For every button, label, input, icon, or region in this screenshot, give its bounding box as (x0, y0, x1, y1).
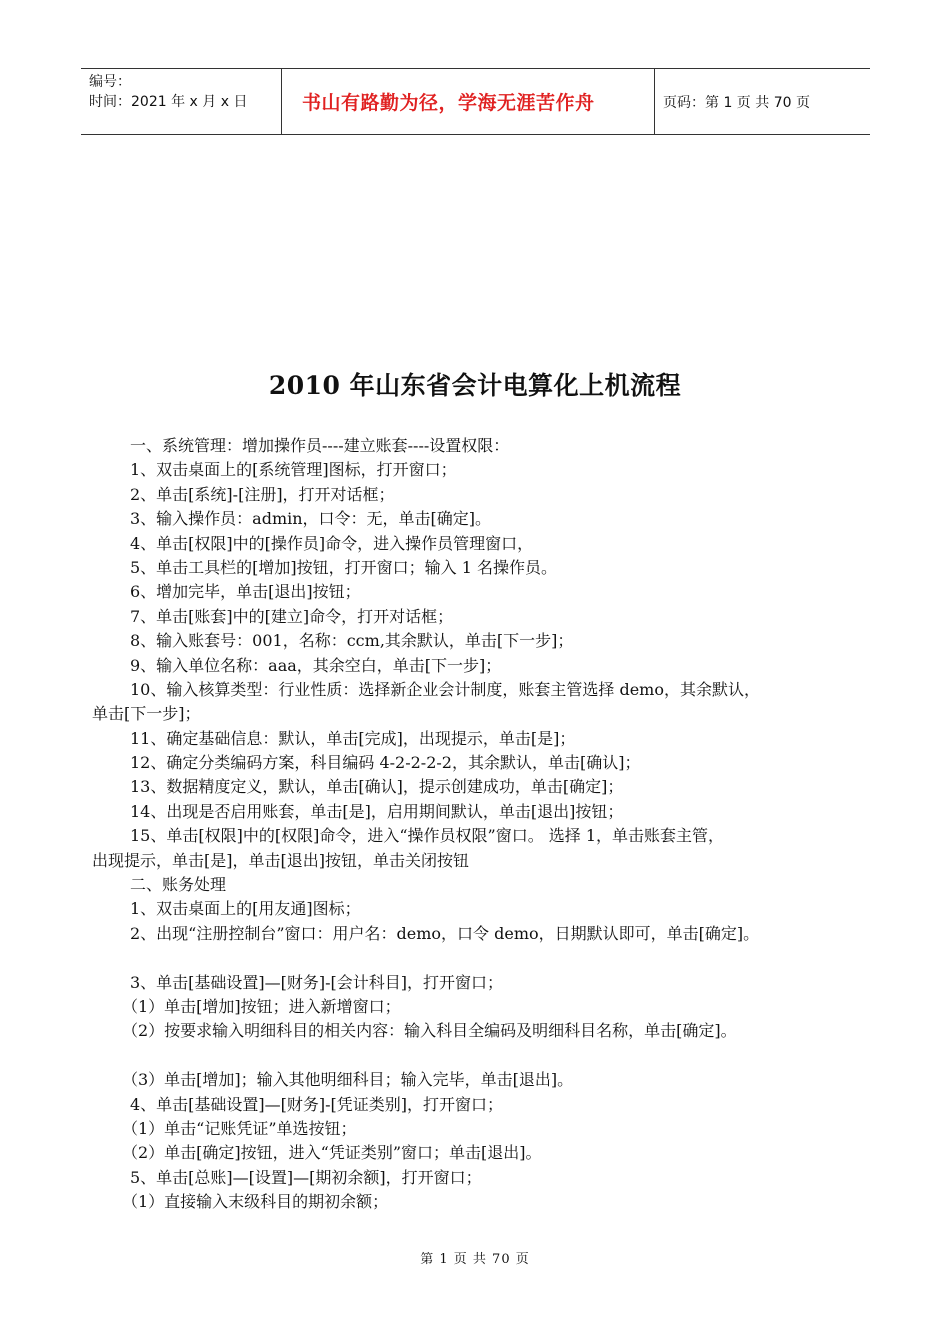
text-line: 一、系统管理：增加操作员----建立账套----设置权限： (130, 436, 510, 455)
text-line: 单击[下一步]； (92, 704, 201, 724)
text-line: 3、单击[基础设置]—[财务]-[会计科目]，打开窗口； (130, 972, 504, 992)
text-line: （2）单击[确定]按钮，进入“凭证类别”窗口；单击[退出]。 (122, 1143, 542, 1163)
text-line: 10、输入核算类型：行业性质：选择新企业会计制度，账套主管选择 demo，其余默认， (130, 679, 760, 699)
text-line: 1、双击桌面上的[用友通]图标； (130, 899, 361, 919)
text-line: （3）单击[增加]；输入其他明细科目；输入完毕，单击[退出]。 (122, 1070, 574, 1090)
document-title: 2010 年山东省会计电算化上机流程 (268, 371, 682, 400)
text-line: （1）单击“记账凭证”单选按钮； (122, 1118, 357, 1138)
text-line: 4、单击[权限]中的[操作员]命令，进入操作员管理窗口， (130, 533, 534, 553)
text-line: 12、确定分类编码方案，科目编码 4-2-2-2-2，其余默认，单击[确认]； (130, 753, 641, 773)
text-line: 出现提示，单击[是]，单击[退出]按钮，单击关闭按钮 (92, 850, 469, 870)
text-line: 5、单击工具栏的[增加]按钮，打开窗口；输入 1 名操作员。 (130, 557, 558, 577)
document-header (81, 68, 870, 135)
text-line: 13、数据精度定义，默认，单击[确认]，提示创建成功，单击[确定]； (130, 777, 624, 797)
text-line: 6、增加完毕，单击[退出]按钮； (130, 582, 361, 602)
text-line: 11、确定基础信息：默认，单击[完成]，出现提示，单击[是]； (130, 728, 576, 748)
text-line: （1）直接输入末级科目的期初余额； (122, 1192, 389, 1212)
text-line: 3、输入操作员：admin，口令：无，单击[确定]。 (130, 509, 492, 529)
number-label: 编号： (89, 74, 131, 90)
text-line: （1）单击[增加]按钮；进入新增窗口； (122, 996, 401, 1016)
text-line: 2、单击[系统]-[注册]，打开对话框； (130, 484, 395, 504)
header-page-cell (655, 69, 870, 134)
text-line: 7、单击[账套]中的[建立]命令，打开对话框； (130, 606, 454, 626)
motto-text: 书山有路勤为径，学海无涯苦作舟 (302, 92, 595, 114)
header-motto-cell (282, 69, 655, 134)
text-line: 1、双击桌面上的[系统管理]图标，打开窗口； (130, 460, 457, 480)
time-label: 时间：2021 年 x 月 x 日 (89, 94, 248, 110)
text-line: 5、单击[总账]—[设置]—[期初余额]，打开窗口； (130, 1167, 482, 1187)
text-line: 9、输入单位名称：aaa，其余空白，单击[下一步]； (130, 655, 502, 675)
blank-line (92, 1044, 874, 1068)
text-line: 二、账务处理 (130, 875, 227, 895)
header-meta-cell (81, 69, 282, 134)
text-line: 8、输入账套号：001，名称：ccm,其余默认，单击[下一步]； (130, 631, 574, 651)
document-body (92, 434, 874, 1215)
text-line: 2、出现“注册控制台”窗口：用户名：demo，口令 demo，日期默认即可，单击[确定]。 (130, 923, 760, 943)
text-line: 4、单击[基础设置]—[财务]-[凭证类别]，打开窗口； (130, 1094, 504, 1114)
text-line: 15、单击[权限]中的[权限]命令，进入“操作员权限”窗口。 选择 1，单击账套主管， (130, 826, 725, 846)
page-info: 页码：第 1 页 共 70 页 (663, 94, 810, 111)
blank-line (92, 946, 874, 970)
page-footer: 第 1 页 共 70 页 (420, 1252, 530, 1267)
text-line: 14、出现是否启用账套，单击[是]，启用期间默认，单击[退出]按钮； (130, 801, 624, 821)
text-line: （2）按要求输入明细科目的相关内容：输入科目全编码及明细科目名称，单击[确定]。 (122, 1021, 737, 1041)
